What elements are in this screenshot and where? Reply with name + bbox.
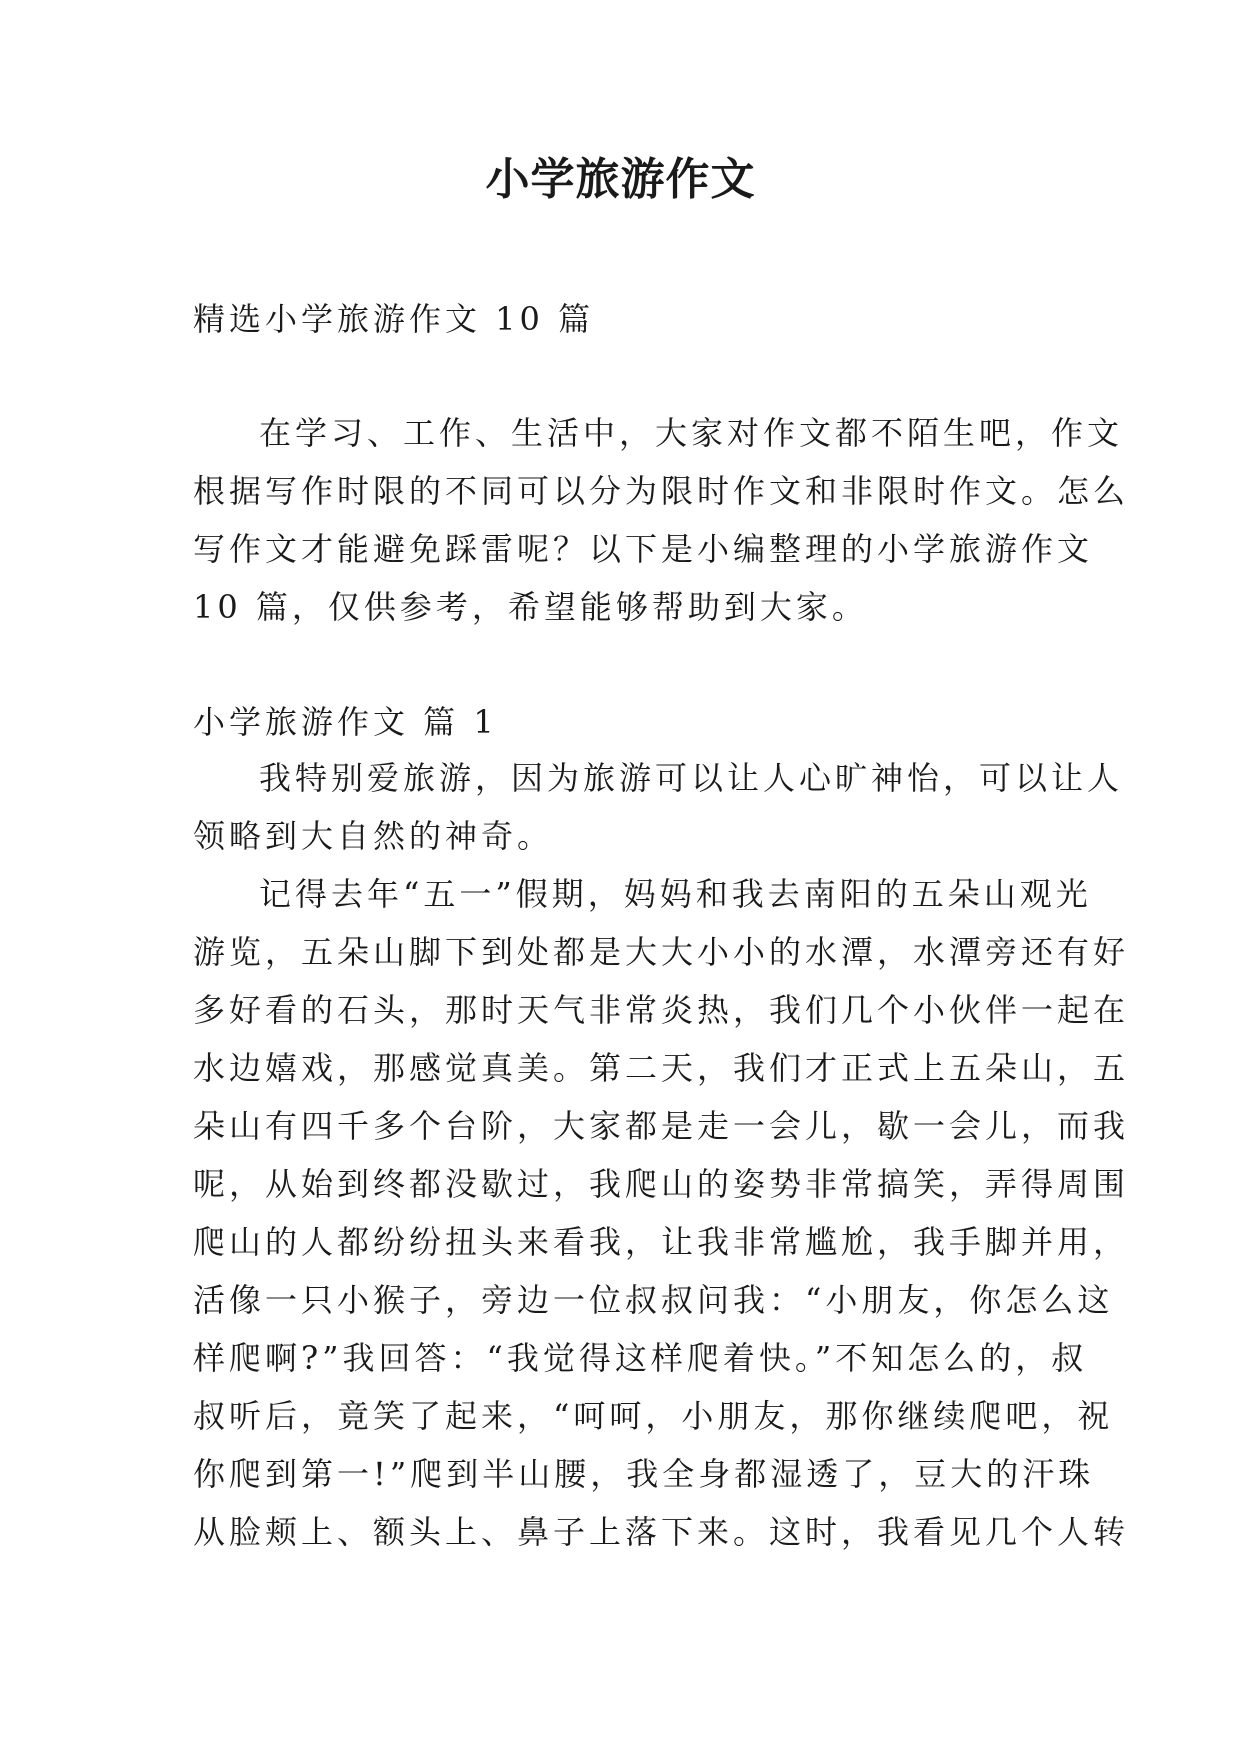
body-line: 游览，五朵山脚下到处都是大大小小的水潭，水潭旁还有好 bbox=[193, 933, 1130, 971]
intro-line: 根据写作时限的不同可以分为限时作文和非限时作文。怎么 bbox=[193, 472, 1130, 510]
body-line: 叔听后，竟笑了起来，“呵呵，小朋友，那你继续爬吧，祝 bbox=[193, 1397, 1114, 1435]
document-title: 小学旅游作文 bbox=[485, 154, 756, 205]
intro-paragraph bbox=[193, 404, 1130, 636]
body-line: 活像一只小猴子，旁边一位叔叔问我：“小朋友，你怎么这 bbox=[193, 1281, 1114, 1319]
body-line: 记得去年“五一”假期，妈妈和我去南阳的五朵山观光 bbox=[259, 875, 1092, 913]
body-line: 呢，从始到终都没歇过，我爬山的姿势非常搞笑，弄得周围 bbox=[193, 1165, 1130, 1203]
body-line: 多好看的石头，那时天气非常炎热，我们几个小伙伴一起在 bbox=[193, 991, 1130, 1029]
intro-line: 10 篇，仅供参考，希望能够帮助到大家。 bbox=[193, 588, 868, 626]
intro-line: 在学习、工作、生活中，大家对作文都不陌生吧，作文 bbox=[259, 414, 1124, 452]
body-line: 朵山有四千多个台阶，大家都是走一会儿，歇一会儿，而我 bbox=[193, 1107, 1130, 1145]
intro-line: 写作文才能避免踩雷呢？以下是小编整理的小学旅游作文 bbox=[193, 530, 1094, 568]
section-body bbox=[193, 749, 1130, 1561]
body-line: 你爬到第一!”爬到半山腰，我全身都湿透了，豆大的汗珠 bbox=[193, 1455, 1095, 1493]
body-line: 领略到大自然的神奇。 bbox=[193, 817, 554, 855]
section-heading: 小学旅游作文 篇 1 bbox=[193, 703, 498, 741]
body-line: 我特别爱旅游，因为旅游可以让人心旷神怡，可以让人 bbox=[259, 759, 1124, 797]
body-line: 样爬啊?”我回答：“我觉得这样爬着快。”不知怎么的，叔 bbox=[193, 1339, 1088, 1377]
body-line: 水边嬉戏，那感觉真美。第二天，我们才正式上五朵山，五 bbox=[193, 1049, 1130, 1087]
body-line: 爬山的人都纷纷扭头来看我，让我非常尴尬，我手脚并用， bbox=[193, 1223, 1130, 1261]
body-line: 从脸颊上、额头上、鼻子上落下来。这时，我看见几个人转 bbox=[193, 1513, 1130, 1551]
document-subtitle: 精选小学旅游作文 10 篇 bbox=[193, 300, 595, 338]
